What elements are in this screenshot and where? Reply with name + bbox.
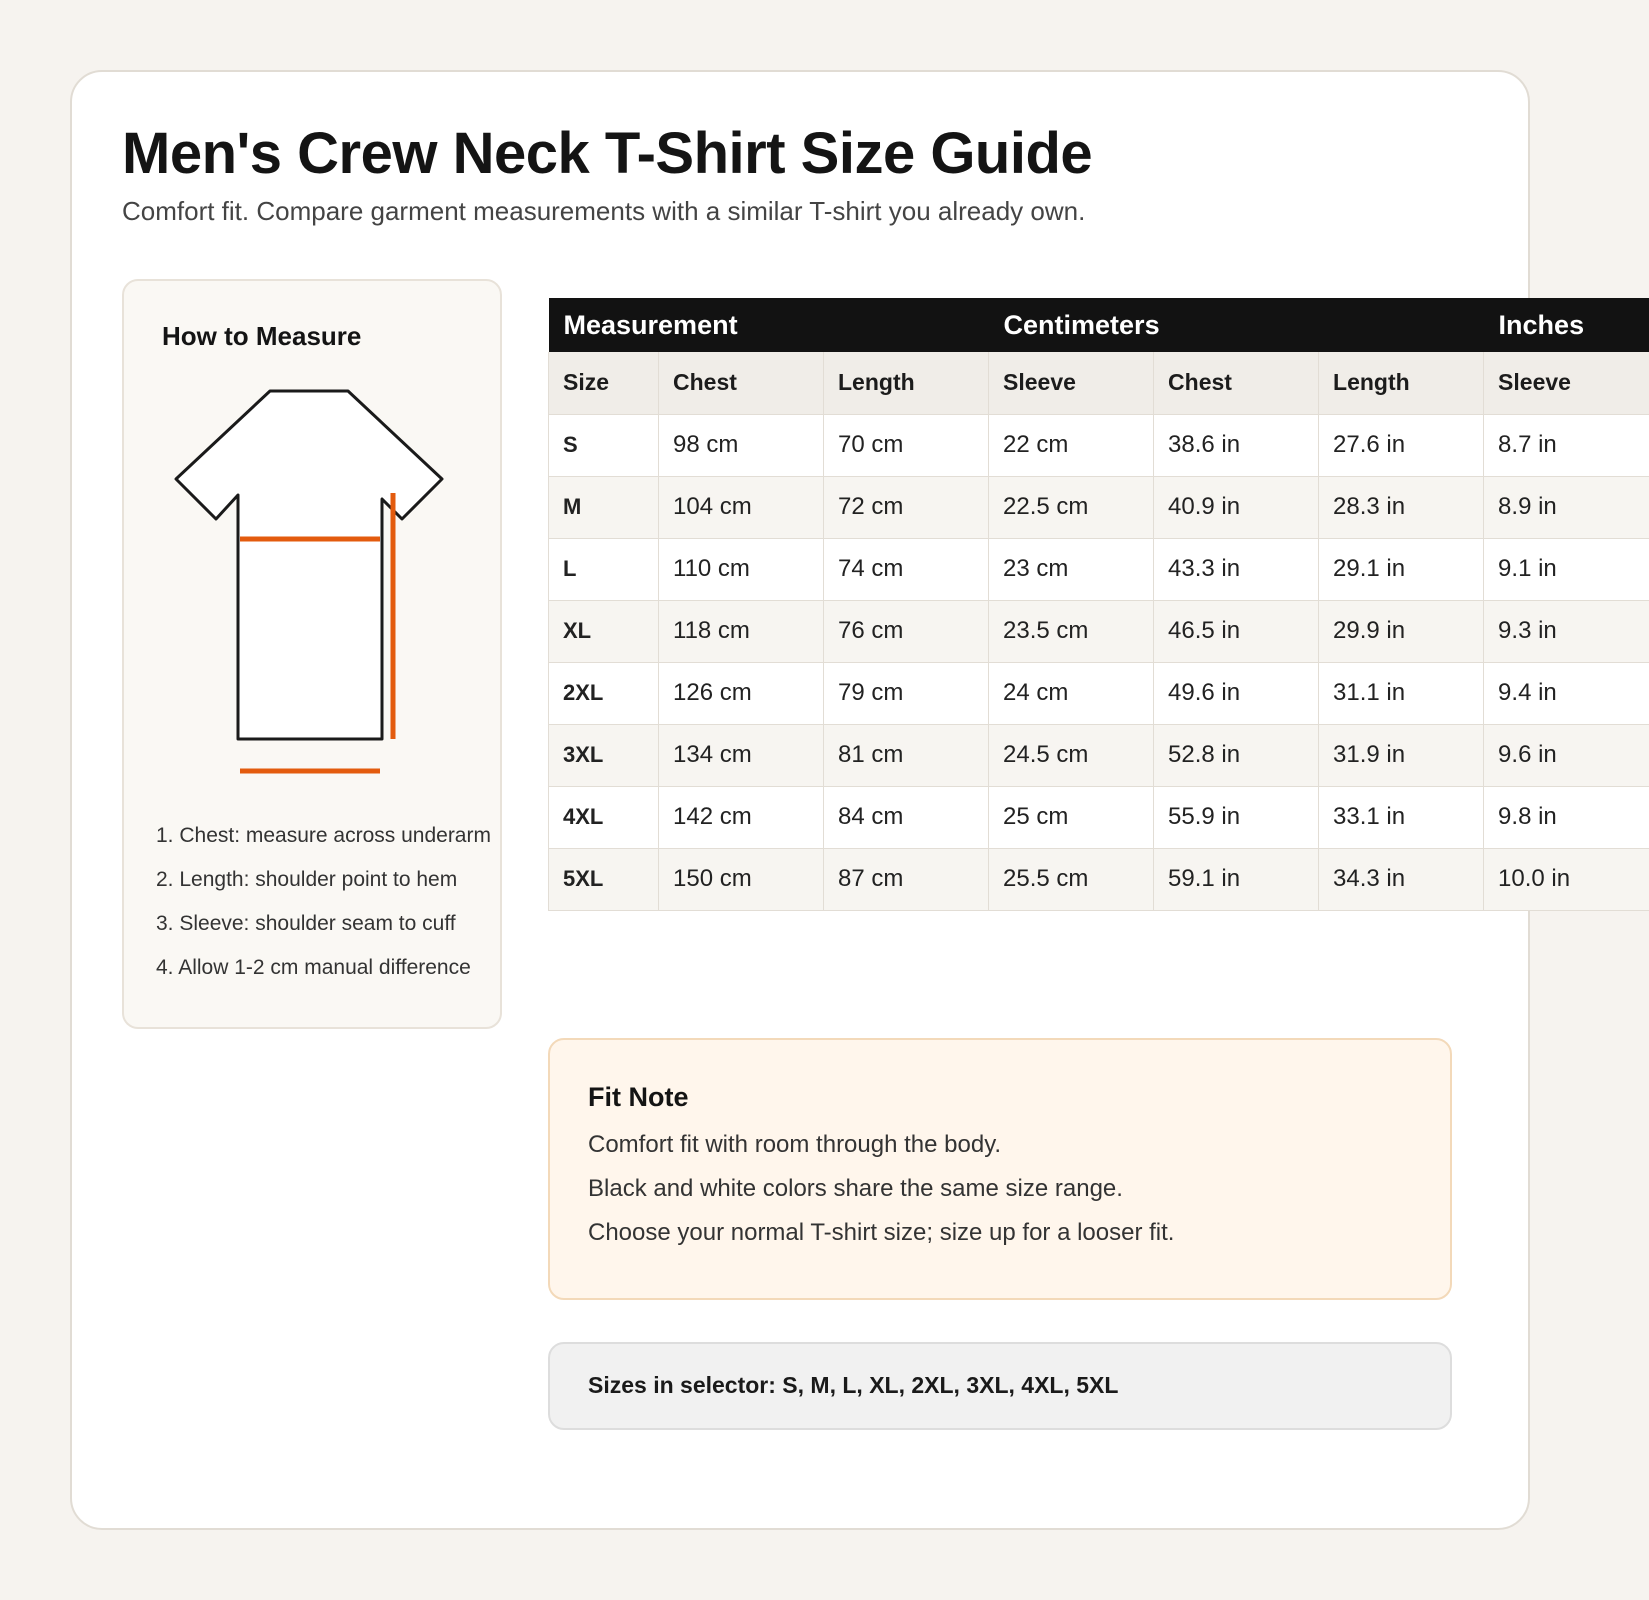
column-header: Length (1319, 352, 1484, 414)
measurement-cell: 70 cm (824, 414, 989, 476)
measure-step: 2. Length: shoulder point to hem (156, 868, 458, 891)
size-selector-text: Sizes in selector: S, M, L, XL, 2XL, 3XL, 4XL, 5XL (588, 1372, 1119, 1398)
page-title: Men's Crew Neck T-Shirt Size Guide (122, 121, 1093, 186)
measurement-cell: 38.6 in (1154, 414, 1319, 476)
how-to-measure-title: How to Measure (162, 321, 362, 351)
fit-note-list (588, 1130, 1174, 1262)
measurement-cell: 24 cm (989, 662, 1154, 724)
group-centimeters: Centimeters (989, 298, 1484, 352)
measure-steps-list (156, 823, 516, 999)
fit-note-panel (548, 1038, 1452, 1300)
measurement-cell: 55.9 in (1154, 786, 1319, 848)
measurement-cell: 31.9 in (1319, 724, 1484, 786)
measurement-cell: 72 cm (824, 476, 989, 538)
measurement-cell: 46.5 in (1154, 600, 1319, 662)
measurement-cell: 98 cm (659, 414, 824, 476)
group-measurement: Measurement (549, 298, 989, 352)
measurement-cell: 9.3 in (1484, 600, 1649, 662)
measurement-cell: 22 cm (989, 414, 1154, 476)
measurement-cell: 74 cm (824, 538, 989, 600)
size-cell: 2XL (549, 662, 659, 724)
page-subtitle: Comfort fit. Compare garment measurements with a similar T-shirt you already own. (122, 196, 1086, 226)
size-cell: 4XL (549, 786, 659, 848)
measurement-cell: 8.7 in (1484, 414, 1649, 476)
measurement-cell: 29.9 in (1319, 600, 1484, 662)
size-table (548, 298, 1649, 911)
table-column-header (549, 352, 1649, 414)
table-row (549, 848, 1649, 910)
measurement-cell: 81 cm (824, 724, 989, 786)
table-row (549, 476, 1649, 538)
measurement-cell: 34.3 in (1319, 848, 1484, 910)
table-row (549, 538, 1649, 600)
table-group-header (549, 298, 1649, 352)
measurement-cell: 52.8 in (1154, 724, 1319, 786)
tshirt-outline (176, 391, 442, 739)
tshirt-outline-icon (124, 281, 504, 801)
column-header: Length (824, 352, 989, 414)
measurement-cell: 29.1 in (1319, 538, 1484, 600)
measurement-cell: 25 cm (989, 786, 1154, 848)
group-inches: Inches (1484, 298, 1649, 352)
size-cell: 3XL (549, 724, 659, 786)
measurement-cell: 134 cm (659, 724, 824, 786)
column-header: Chest (659, 352, 824, 414)
table-row (549, 786, 1649, 848)
measurement-cell: 40.9 in (1154, 476, 1319, 538)
measure-step: 4. Allow 1-2 cm manual difference (156, 956, 471, 979)
size-cell: L (549, 538, 659, 600)
measurement-cell: 110 cm (659, 538, 824, 600)
size-cell: S (549, 414, 659, 476)
table-body (549, 414, 1649, 910)
column-header: Sleeve (989, 352, 1154, 414)
size-selector-panel (548, 1342, 1452, 1430)
measurement-cell: 150 cm (659, 848, 824, 910)
measurement-cell: 142 cm (659, 786, 824, 848)
measurement-cell: 79 cm (824, 662, 989, 724)
measurement-cell: 87 cm (824, 848, 989, 910)
table-row (549, 662, 1649, 724)
measurement-cell: 126 cm (659, 662, 824, 724)
measure-step: 3. Sleeve: shoulder seam to cuff (156, 912, 456, 935)
measurement-cell: 59.1 in (1154, 848, 1319, 910)
measurement-cell: 31.1 in (1319, 662, 1484, 724)
measurement-cell: 10.0 in (1484, 848, 1649, 910)
measurement-cell: 9.8 in (1484, 786, 1649, 848)
table-row (549, 600, 1649, 662)
table-row (549, 724, 1649, 786)
column-header: Sleeve (1484, 352, 1649, 414)
measurement-cell: 22.5 cm (989, 476, 1154, 538)
measurement-cell: 27.6 in (1319, 414, 1484, 476)
measurement-cell: 25.5 cm (989, 848, 1154, 910)
measurement-cell: 9.1 in (1484, 538, 1649, 600)
measurement-cell: 104 cm (659, 476, 824, 538)
measurement-cell: 24.5 cm (989, 724, 1154, 786)
measurement-cell: 23 cm (989, 538, 1154, 600)
fit-note-line: Comfort fit with room through the body. (588, 1131, 1002, 1158)
size-cell: 5XL (549, 848, 659, 910)
measurement-cell: 33.1 in (1319, 786, 1484, 848)
measure-step: 1. Chest: measure across underarm (156, 824, 491, 847)
size-cell: M (549, 476, 659, 538)
measurement-cell: 118 cm (659, 600, 824, 662)
column-header: Size (549, 352, 659, 414)
size-table-container (548, 298, 1585, 911)
fit-note-line: Choose your normal T-shirt size; size up for a looser fit. (588, 1219, 1175, 1246)
table-row (549, 414, 1649, 476)
measurement-cell: 9.6 in (1484, 724, 1649, 786)
measurement-cell: 49.6 in (1154, 662, 1319, 724)
fit-note-title: Fit Note (588, 1082, 689, 1112)
measurement-cell: 28.3 in (1319, 476, 1484, 538)
measurement-cell: 9.4 in (1484, 662, 1649, 724)
measurement-cell: 43.3 in (1154, 538, 1319, 600)
column-header: Chest (1154, 352, 1319, 414)
size-cell: XL (549, 600, 659, 662)
size-guide-card (70, 70, 1585, 1530)
measurement-cell: 23.5 cm (989, 600, 1154, 662)
fit-note-line: Black and white colors share the same size range. (588, 1175, 1123, 1202)
measurement-cell: 8.9 in (1484, 476, 1649, 538)
measurement-cell: 84 cm (824, 786, 989, 848)
measurement-cell: 76 cm (824, 600, 989, 662)
how-to-measure-panel (122, 279, 502, 1029)
